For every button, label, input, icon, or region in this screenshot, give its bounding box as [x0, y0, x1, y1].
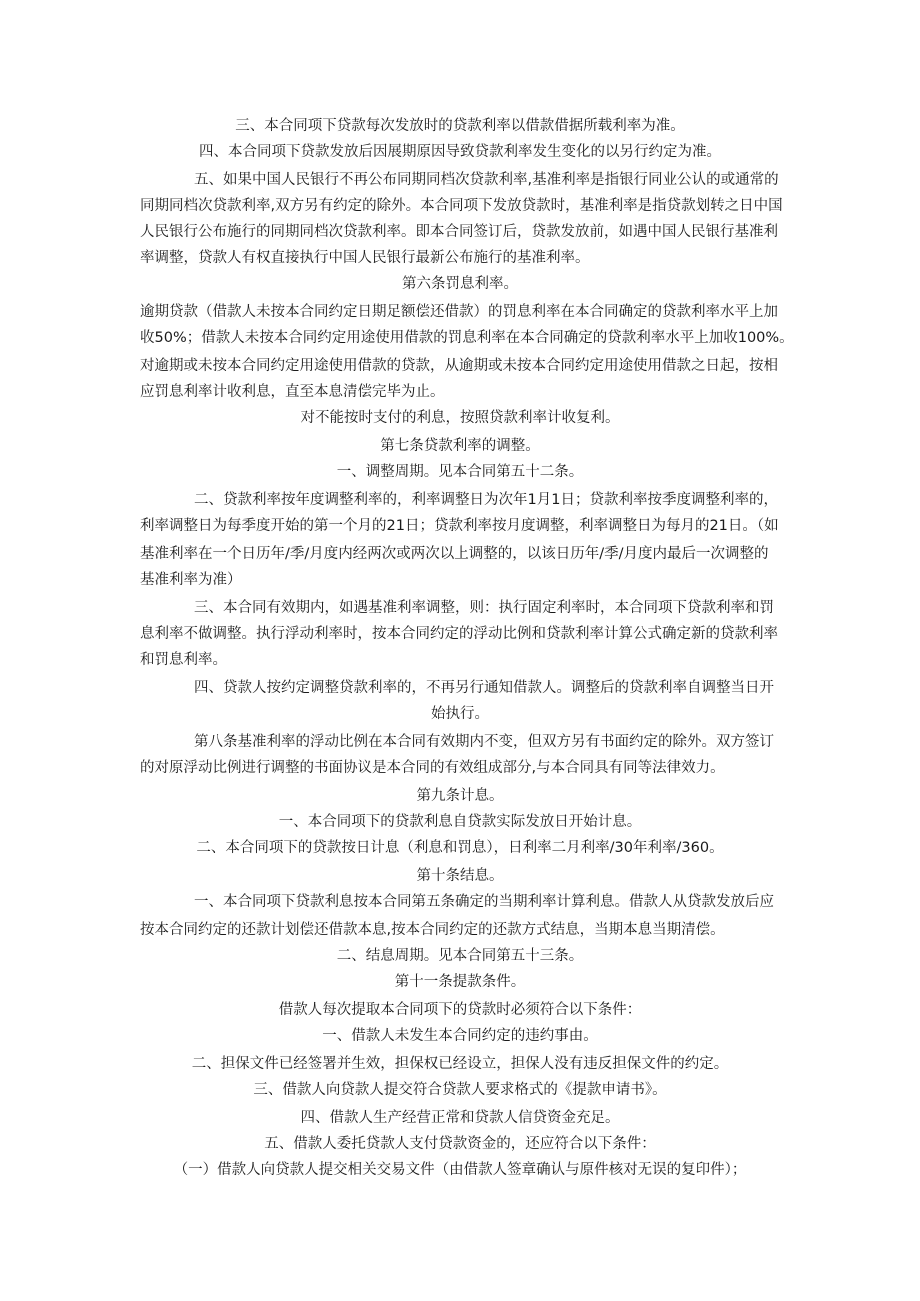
article-7-item-4-line-1: 四、贷款人按约定调整贷款利率的，不再另行通知借款人。调整后的贷款利率自调整当日开 — [194, 680, 774, 696]
article-9-item-1: 一、本合同项下的贷款利息自贷款实际发放日开始计息。 — [278, 814, 642, 830]
article-8-line-2: 的对原浮动比例进行调整的书面协议是本合同的有效组成部分,与本合同具有同等法律效力。 — [140, 760, 725, 776]
article-10-item-2: 二、结息周期。见本合同第五十三条。 — [336, 948, 584, 964]
article-9-item-2: 二、本合同项下的贷款按日计息（利息和罚息），日利率二月利率/30年利率/360。 — [196, 840, 724, 856]
clause-5-item-5-line-2: 同期同档次贷款利率,双方另有约定的除外。本合同项下发放贷款时，基准利率是指贷款划转之日中国 — [140, 198, 783, 214]
article-10-heading: 第十条结息。 — [416, 868, 504, 884]
article-6-text-line-2: 收50%；借款人未按本合同约定用途使用借款的罚息利率在本合同确定的贷款利率水平上加收100%。 — [140, 330, 794, 346]
article-7-item-4-line-2: 始执行。 — [431, 706, 489, 722]
article-11-item-3: 三、借款人向贷款人提交符合贷款人要求格式的《提款申请书》。 — [253, 1082, 667, 1098]
clause-5-item-5-line-4: 率调整，贷款人有权直接执行中国人民银行最新公布施行的基准利率。 — [140, 250, 590, 266]
compound-interest-note: 对不能按时支付的利息，按照贷款利率计收复利。 — [300, 410, 620, 426]
article-11-item-5-sub-1: （一）借款人向贷款人提交相关交易文件（由借款人签章确认与原件核对无误的复印件）； — [173, 1162, 747, 1178]
article-7-heading: 第七条贷款利率的调整。 — [380, 438, 540, 454]
article-6-text-line-4: 应罚息利率计收利息，直至本息清偿完毕为止。 — [140, 384, 445, 400]
article-8-line-1: 第八条基准利率的浮动比例在本合同有效期内不变，但双方另有书面约定的除外。双方签订 — [194, 734, 774, 750]
article-7-item-2-line-2: 利率调整日为每季度开始的第一个月的21日；贷款利率按月度调整，利率调整日为每月的21日。（如 — [140, 518, 779, 534]
article-6-heading: 第六条罚息利率。 — [402, 276, 518, 292]
clause-5-item-4: 四、本合同项下贷款发放后因展期原因导致贷款利率发生变化的以另行约定为准。 — [199, 144, 721, 160]
article-6-text-line-3: 对逾期或未按本合同约定用途使用借款的贷款，从逾期或未按本合同约定用途使用借款之日起，按相 — [140, 358, 778, 374]
article-6-text-line-1: 逾期贷款（借款人未按本合同约定日期足额偿还借款）的罚息利率在本合同确定的贷款利率水平上加 — [140, 304, 778, 320]
clause-5-item-3: 三、本合同项下贷款每次发放时的贷款利率以借款借据所载利率为准。 — [235, 118, 685, 134]
article-11-item-2: 二、担保文件已经签署并生效，担保权已经设立，担保人没有违反担保文件的约定。 — [191, 1056, 729, 1072]
clause-5-item-5-line-1: 五、如果中国人民银行不再公布同期同档次贷款利率,基准利率是指银行同业公认的或通常的 — [194, 172, 779, 188]
article-7-item-2-line-1: 二、贷款利率按年度调整利率的，利率调整日为次年1月1日；贷款利率按季度调整利率的， — [194, 492, 778, 508]
article-11-heading: 第十一条提款条件。 — [394, 974, 526, 990]
article-7-item-2-line-3: 基准利率在一个日历年/季/月度内经两次或两次以上调整的，以该日历年/季/月度内最后一次调整的 — [140, 546, 769, 562]
article-11-item-5: 五、借款人委托贷款人支付贷款资金的，还应符合以下条件： — [264, 1136, 656, 1152]
article-7-item-1: 一、调整周期。见本合同第五十二条。 — [336, 464, 584, 480]
article-9-heading: 第九条计息。 — [416, 788, 504, 804]
article-10-item-1-line-2: 按本合同约定的还款计划偿还借款本息,按本合同约定的还款方式结息，当期本息当期清偿。 — [140, 922, 725, 938]
article-7-item-3-line-1: 三、本合同有效期内，如遇基准利率调整，则：执行固定利率时，本合同项下贷款利率和罚 — [194, 600, 774, 616]
article-7-item-3-line-3: 和罚息利率。 — [140, 652, 227, 668]
article-11-item-4: 四、借款人生产经营正常和贷款人信贷资金充足。 — [300, 1110, 620, 1126]
article-7-item-3-line-2: 息利率不做调整。执行浮动利率时，按本合同约定的浮动比例和贷款利率计算公式确定新的贷款利率 — [140, 626, 778, 642]
article-11-item-1: 一、借款人未发生本合同约定的违约事由。 — [322, 1028, 598, 1044]
article-10-item-1-line-1: 一、本合同项下贷款利息按本合同第五条确定的当期利率计算利息。借款人从贷款发放后应 — [194, 894, 774, 910]
clause-5-item-5-line-3: 人民银行公布施行的同期同档次贷款利率。即本合同签订后，贷款发放前，如遇中国人民银行基准利 — [140, 224, 778, 240]
article-7-item-2-line-4: 基准利率为准） — [140, 572, 242, 588]
article-11-intro: 借款人每次提取本合同项下的贷款时必须符合以下条件： — [278, 1002, 642, 1018]
